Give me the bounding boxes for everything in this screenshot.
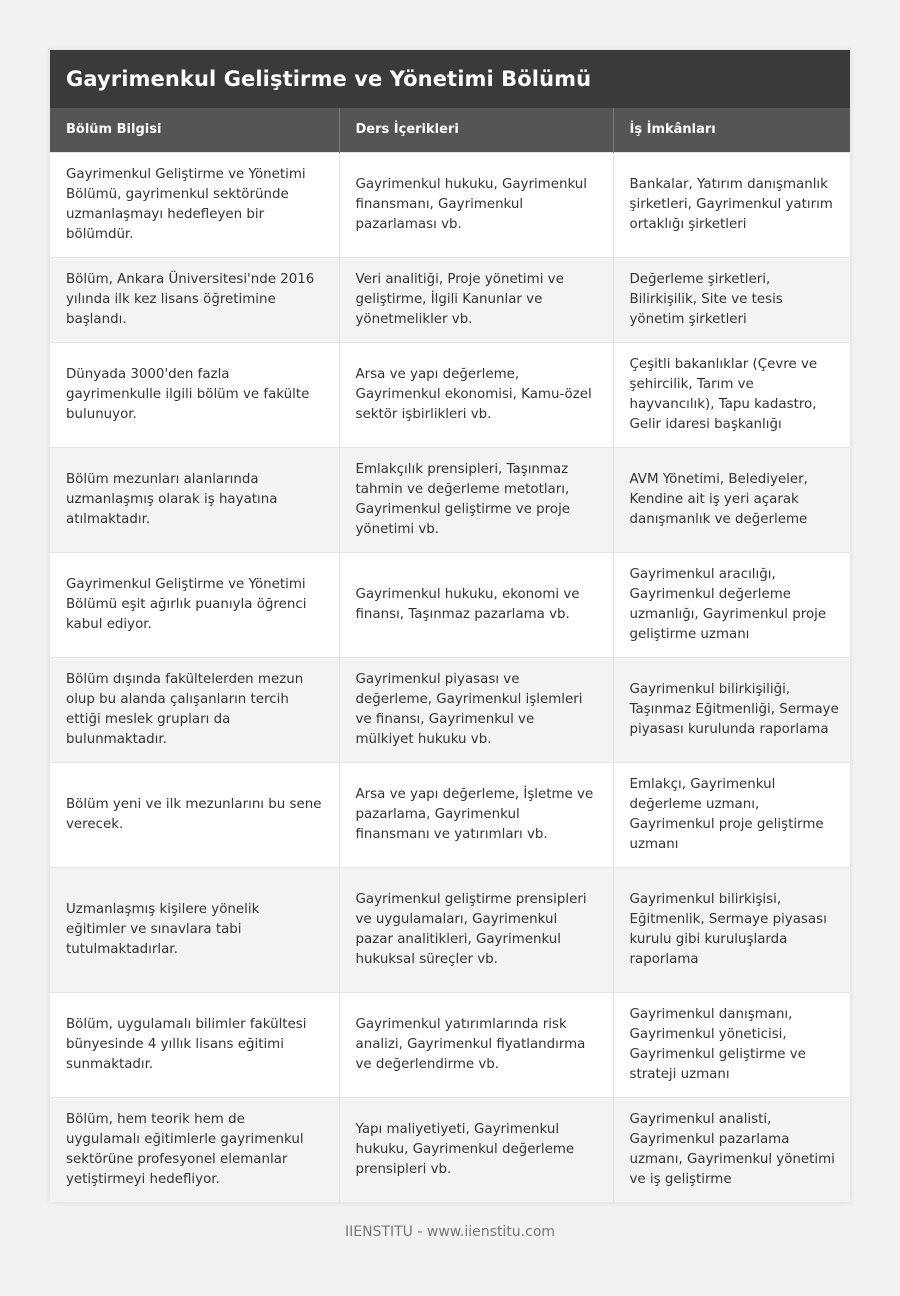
cell-department-info: Uzmanlaşmış kişilere yönelik eğitimler ve sınavlara tabi tutulmaktadırlar. bbox=[50, 867, 339, 992]
cell-job-opportunities: Gayrimenkul bilirkişiliği, Taşınmaz Eğitmenliği, Sermaye piyasası kurulunda raporlama bbox=[613, 657, 850, 762]
cell-job-opportunities: Gayrimenkul danışmanı, Gayrimenkul yöneticisi, Gayrimenkul geliştirme ve strateji uzmanı bbox=[613, 992, 850, 1097]
cell-course-contents: Arsa ve yapı değerleme, Gayrimenkul ekonomisi, Kamu-özel sektör işbirlikleri vb. bbox=[339, 342, 613, 447]
table-row bbox=[50, 867, 850, 992]
cell-job-opportunities: Çeşitli bakanlıklar (Çevre ve şehircilik, Tarım ve hayvancılık), Tapu kadastro, Gelir idaresi başkanlığı bbox=[613, 342, 850, 447]
table-row bbox=[50, 992, 850, 1097]
title-bar bbox=[50, 50, 850, 108]
cell-job-opportunities: Gayrimenkul bilirkişisi, Eğitmenlik, Sermaye piyasası kurulu gibi kuruluşlarda raporlama bbox=[613, 867, 850, 992]
table-row bbox=[50, 762, 850, 867]
cell-department-info: Bölüm dışında fakültelerden mezun olup bu alanda çalışanların tercih ettiği meslek grupları da bulunmaktadır. bbox=[50, 657, 339, 762]
cell-department-info: Gayrimenkul Geliştirme ve Yönetimi Bölümü eşit ağırlık puanıyla öğrenci kabul ediyor. bbox=[50, 552, 339, 657]
cell-department-info: Bölüm, hem teorik hem de uygulamalı eğitimlerle gayrimenkul sektörüne profesyonel elemanlar yetiştirmeyi hedefliyor. bbox=[50, 1097, 339, 1202]
cell-course-contents: Yapı maliyetiyeti, Gayrimenkul hukuku, Gayrimenkul değerleme prensipleri vb. bbox=[339, 1097, 613, 1202]
table-row bbox=[50, 1097, 850, 1202]
cell-job-opportunities: Değerleme şirketleri, Bilirkişilik, Site ve tesis yönetim şirketleri bbox=[613, 257, 850, 342]
cell-course-contents: Gayrimenkul geliştirme prensipleri ve uygulamaları, Gayrimenkul pazar analitikleri, Gayrimenkul hukuksal süreçler vb. bbox=[339, 867, 613, 992]
page-title: Gayrimenkul Geliştirme ve Yönetimi Bölümü bbox=[66, 67, 592, 91]
cell-course-contents: Gayrimenkul piyasası ve değerleme, Gayrimenkul işlemleri ve finansı, Gayrimenkul ve mülkiyet hukuku vb. bbox=[339, 657, 613, 762]
cell-job-opportunities: Gayrimenkul analisti, Gayrimenkul pazarlama uzmanı, Gayrimenkul yönetimi ve iş geliştirme bbox=[613, 1097, 850, 1202]
column-header-course-contents: Ders İçerikleri bbox=[339, 108, 613, 152]
cell-job-opportunities: Bankalar, Yatırım danışmanlık şirketleri, Gayrimenkul yatırım ortaklığı şirketleri bbox=[613, 152, 850, 257]
cell-department-info: Bölüm, Ankara Üniversitesi'nde 2016 yılında ilk kez lisans öğretimine başlandı. bbox=[50, 257, 339, 342]
table-row bbox=[50, 657, 850, 762]
cell-course-contents: Gayrimenkul hukuku, ekonomi ve finansı, Taşınmaz pazarlama vb. bbox=[339, 552, 613, 657]
cell-department-info: Bölüm, uygulamalı bilimler fakültesi bünyesinde 4 yıllık lisans eğitimi sunmaktadır. bbox=[50, 992, 339, 1097]
cell-department-info: Bölüm yeni ve ilk mezunlarını bu sene verecek. bbox=[50, 762, 339, 867]
cell-department-info: Gayrimenkul Geliştirme ve Yönetimi Bölümü, gayrimenkul sektöründe uzmanlaşmayı hedefleyen bir bölümdür. bbox=[50, 152, 339, 257]
department-table bbox=[50, 108, 850, 1202]
info-card bbox=[50, 50, 850, 1202]
footer-credit: IIENSTITU - www.iienstitu.com bbox=[344, 1224, 556, 1240]
cell-course-contents: Veri analitiği, Proje yönetimi ve geliştirme, İlgili Kanunlar ve yönetmelikler vb. bbox=[339, 257, 613, 342]
cell-course-contents: Gayrimenkul hukuku, Gayrimenkul finansmanı, Gayrimenkul pazarlaması vb. bbox=[339, 152, 613, 257]
cell-course-contents: Emlakçılık prensipleri, Taşınmaz tahmin ve değerleme metotları, Gayrimenkul geliştirme ve proje yönetimi vb. bbox=[339, 447, 613, 552]
table-row bbox=[50, 552, 850, 657]
cell-job-opportunities: Gayrimenkul aracılığı, Gayrimenkul değerleme uzmanlığı, Gayrimenkul proje geliştirme uzmanı bbox=[613, 552, 850, 657]
cell-department-info: Dünyada 3000'den fazla gayrimenkulle ilgili bölüm ve fakülte bulunuyor. bbox=[50, 342, 339, 447]
cell-course-contents: Gayrimenkul yatırımlarında risk analizi, Gayrimenkul fiyatlandırma ve değerlendirme vb. bbox=[339, 992, 613, 1097]
table-row bbox=[50, 152, 850, 257]
column-header-department-info: Bölüm Bilgisi bbox=[50, 108, 339, 152]
cell-job-opportunities: AVM Yönetimi, Belediyeler, Kendine ait iş yeri açarak danışmanlık ve değerleme bbox=[613, 447, 850, 552]
cell-department-info: Bölüm mezunları alanlarında uzmanlaşmış olarak iş hayatına atılmaktadır. bbox=[50, 447, 339, 552]
cell-job-opportunities: Emlakçı, Gayrimenkul değerleme uzmanı, Gayrimenkul proje geliştirme uzmanı bbox=[613, 762, 850, 867]
table-row bbox=[50, 447, 850, 552]
cell-course-contents: Arsa ve yapı değerleme, İşletme ve pazarlama, Gayrimenkul finansmanı ve yatırımları vb. bbox=[339, 762, 613, 867]
table-row bbox=[50, 342, 850, 447]
table-header-row bbox=[50, 108, 850, 152]
column-header-job-opportunities: İş İmkânları bbox=[613, 108, 850, 152]
table-row bbox=[50, 257, 850, 342]
